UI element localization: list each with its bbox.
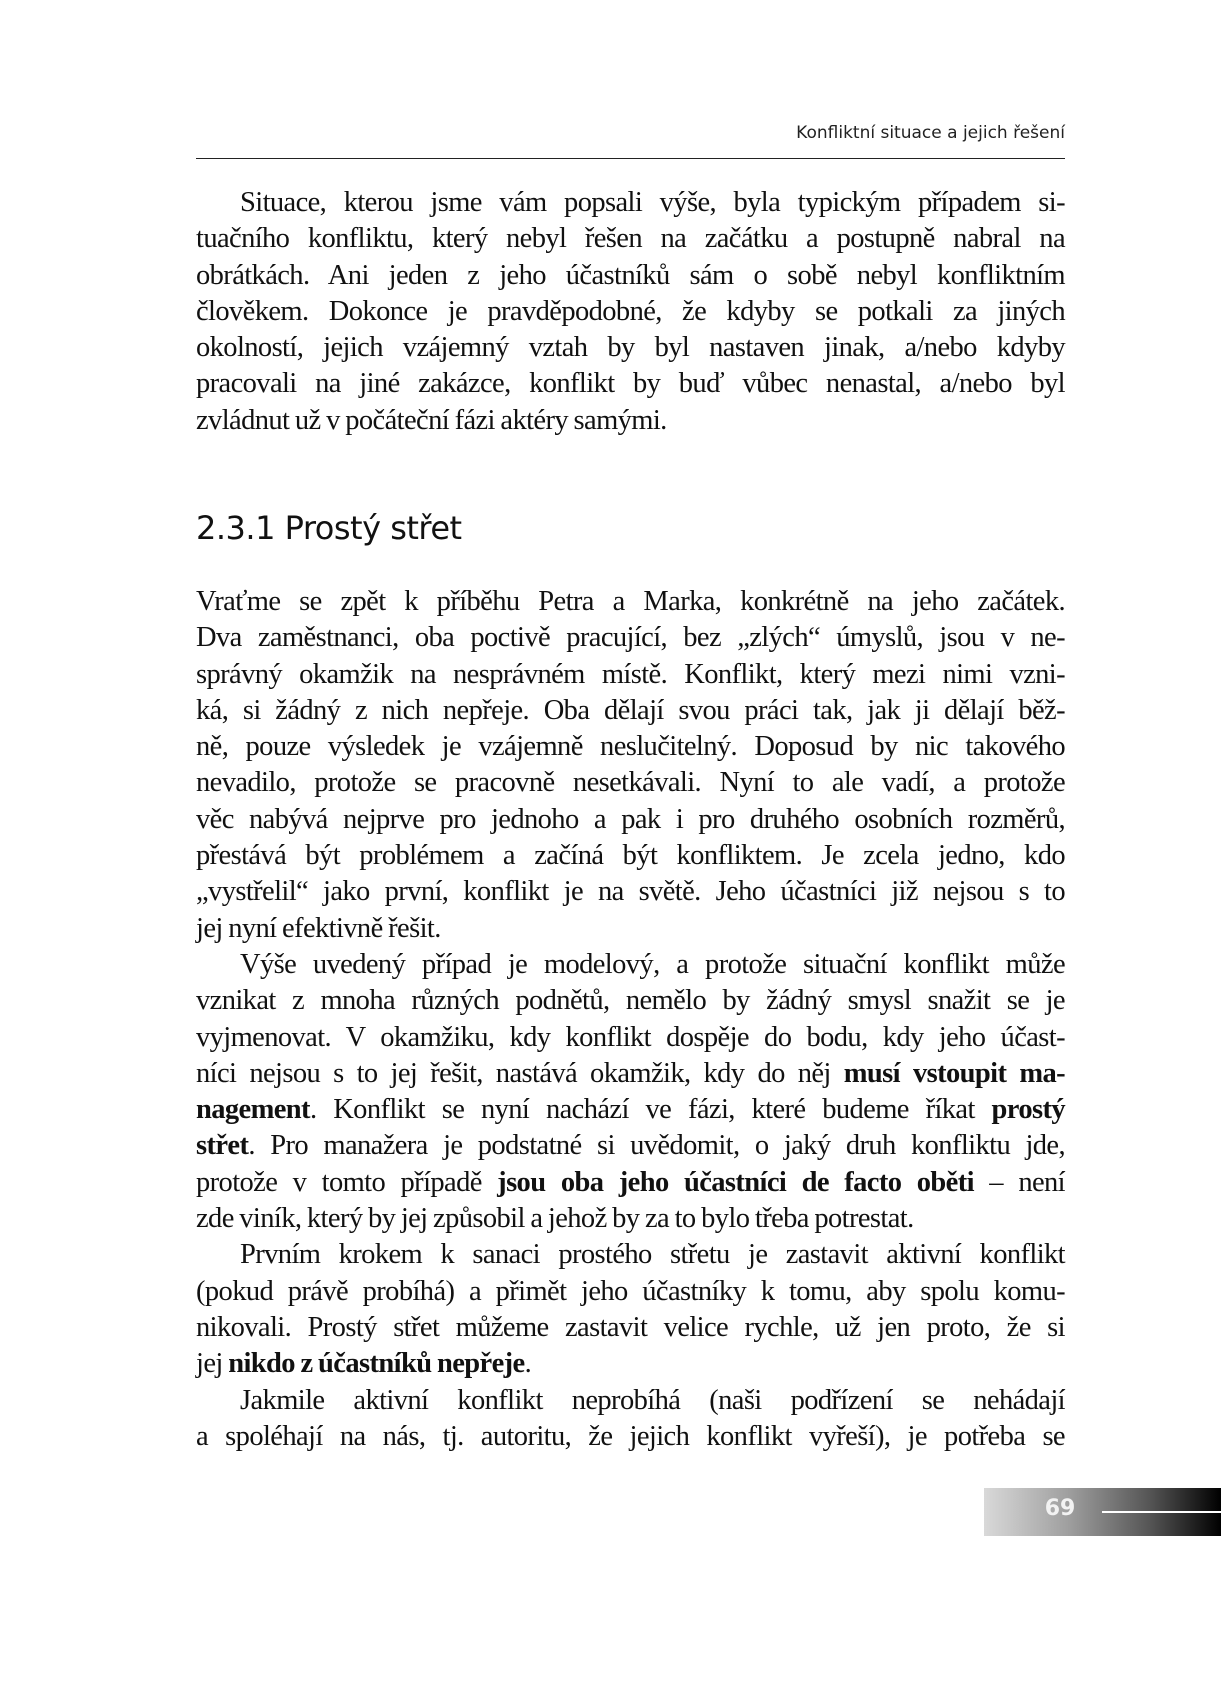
text-line: okolností, jejich vzájemný vztah by byl nastaven jinak, a/nebo kdyby	[196, 332, 1065, 364]
intro-paragraph	[196, 185, 1065, 439]
text-line: a spoléhají na nás, tj. autoritu, že jejich konflikt vyřeší), je potřeba se	[196, 1420, 1065, 1452]
text-line: přestává být problémem a začíná být konfliktem. Je zcela jedno, kdo	[196, 840, 1065, 872]
text-run: protože v tomto případě	[196, 1166, 498, 1198]
text-line: (pokud právě probíhá) a přimět jeho účastníky k tomu, aby spolu komu-	[196, 1275, 1065, 1307]
text-line: nikovali. Prostý střet můžeme zastavit velice rychle, už jen proto, že si	[196, 1311, 1065, 1343]
text-line: správný okamžik na nesprávném místě. Konflikt, který mezi nimi vzni-	[196, 658, 1065, 690]
section-heading: 2.3.1 Prostý střet	[196, 509, 462, 547]
text-run: níci nejsou s to jej řešit, nastává okamžik, kdy do něj	[196, 1057, 844, 1089]
text-line: Vraťme se zpět k příběhu Petra a Marka, konkrétně na jeho začátek.	[196, 586, 1065, 617]
text-run: . Konflikt se nyní nachází ve fázi, které budeme říkat	[309, 1094, 992, 1126]
text-run: .	[524, 1348, 532, 1380]
text-run: – není	[973, 1166, 1065, 1198]
text-line: člověkem. Dokonce je pravděpodobné, že kdyby se potkali za jiných	[196, 295, 1065, 327]
text-line	[196, 1092, 1065, 1128]
text-line: pracovali na jiné zakázce, konflikt by buď vůbec nenastal, a/nebo byl	[196, 368, 1065, 400]
text-line: ně, pouze výsledek je vzájemně neslučitelný. Doposud by nic takového	[196, 731, 1065, 763]
paragraph-1	[196, 584, 1065, 1455]
text-line: Situace, kterou jsme vám popsali výše, byla typickým případem si-	[240, 187, 1065, 218]
text-line: ká, si žádný z nich nepřeje. Oba dělají svou práci tak, jak ji dělají běž-	[196, 694, 1065, 726]
text-line	[196, 1165, 1065, 1201]
bold-run: nagement	[196, 1094, 310, 1126]
running-header	[196, 120, 1065, 159]
text-line	[196, 1346, 1065, 1382]
text-line: Výše uvedený případ je modelový, a protože situační konflikt může	[240, 948, 1065, 980]
bold-run: musí vstoupit ma-	[843, 1057, 1065, 1089]
text-line: zvládnut už v počáteční fázi aktéry samými.	[196, 404, 667, 436]
bold-run: střet	[196, 1130, 249, 1162]
text-line	[196, 1128, 1065, 1164]
text-line: zde viník, který by jej způsobil a jehož by za to bylo třeba potrestat.	[196, 1203, 914, 1235]
text-line: jej nyní efektivně řešit.	[196, 912, 441, 944]
bold-run: prostý	[991, 1094, 1065, 1126]
text-line: Jakmile aktivní konflikt neprobíhá (naši podřízení se nehádají	[240, 1384, 1065, 1416]
text-line: vznikat z mnoha různých podnětů, nemělo by žádný smysl snažit se je	[196, 985, 1065, 1017]
text-run: . Pro manažera je podstatné si uvědomit, o jaký druh konfliktu jde,	[248, 1130, 1065, 1162]
running-header-title: Konfliktní situace a jejich řešení	[796, 123, 1065, 143]
bold-run: nikdo z účastníků nepřeje	[228, 1348, 525, 1380]
text-line: tuačního konfliktu, který nebyl řešen na začátku a postupně nabral na	[196, 223, 1065, 255]
text-run: jej	[196, 1348, 229, 1380]
text-line: věc nabývá nejprve pro jednoho a pak i pro druhého osobních rozměrů,	[196, 803, 1065, 835]
text-line: vyjmenovat. V okamžiku, kdy konflikt dospěje do bodu, kdy jeho účast-	[196, 1021, 1065, 1053]
text-line: obrátkách. Ani jeden z jeho účastníků sám o sobě nebyl konfliktním	[196, 259, 1065, 291]
text-line: Prvním krokem k sanaci prostého střetu je zastavit aktivní konflikt	[240, 1239, 1065, 1271]
page-number: 69	[1044, 1496, 1076, 1521]
text-line	[196, 1056, 1065, 1092]
text-line: nevadilo, protože se pracovně nesetkávali. Nyní to ale vadí, a protože	[196, 767, 1065, 799]
bold-run: jsou oba jeho účastníci de facto oběti	[497, 1166, 974, 1198]
page-number-bar	[984, 1488, 1221, 1536]
text-line: Dva zaměstnanci, oba poctivě pracující, bez „zlých“ úmyslů, jsou v ne-	[196, 622, 1065, 654]
footer-rule	[1102, 1511, 1221, 1513]
text-line: „vystřelil“ jako první, konflikt je na světě. Jeho účastníci již nejsou s to	[196, 876, 1065, 908]
